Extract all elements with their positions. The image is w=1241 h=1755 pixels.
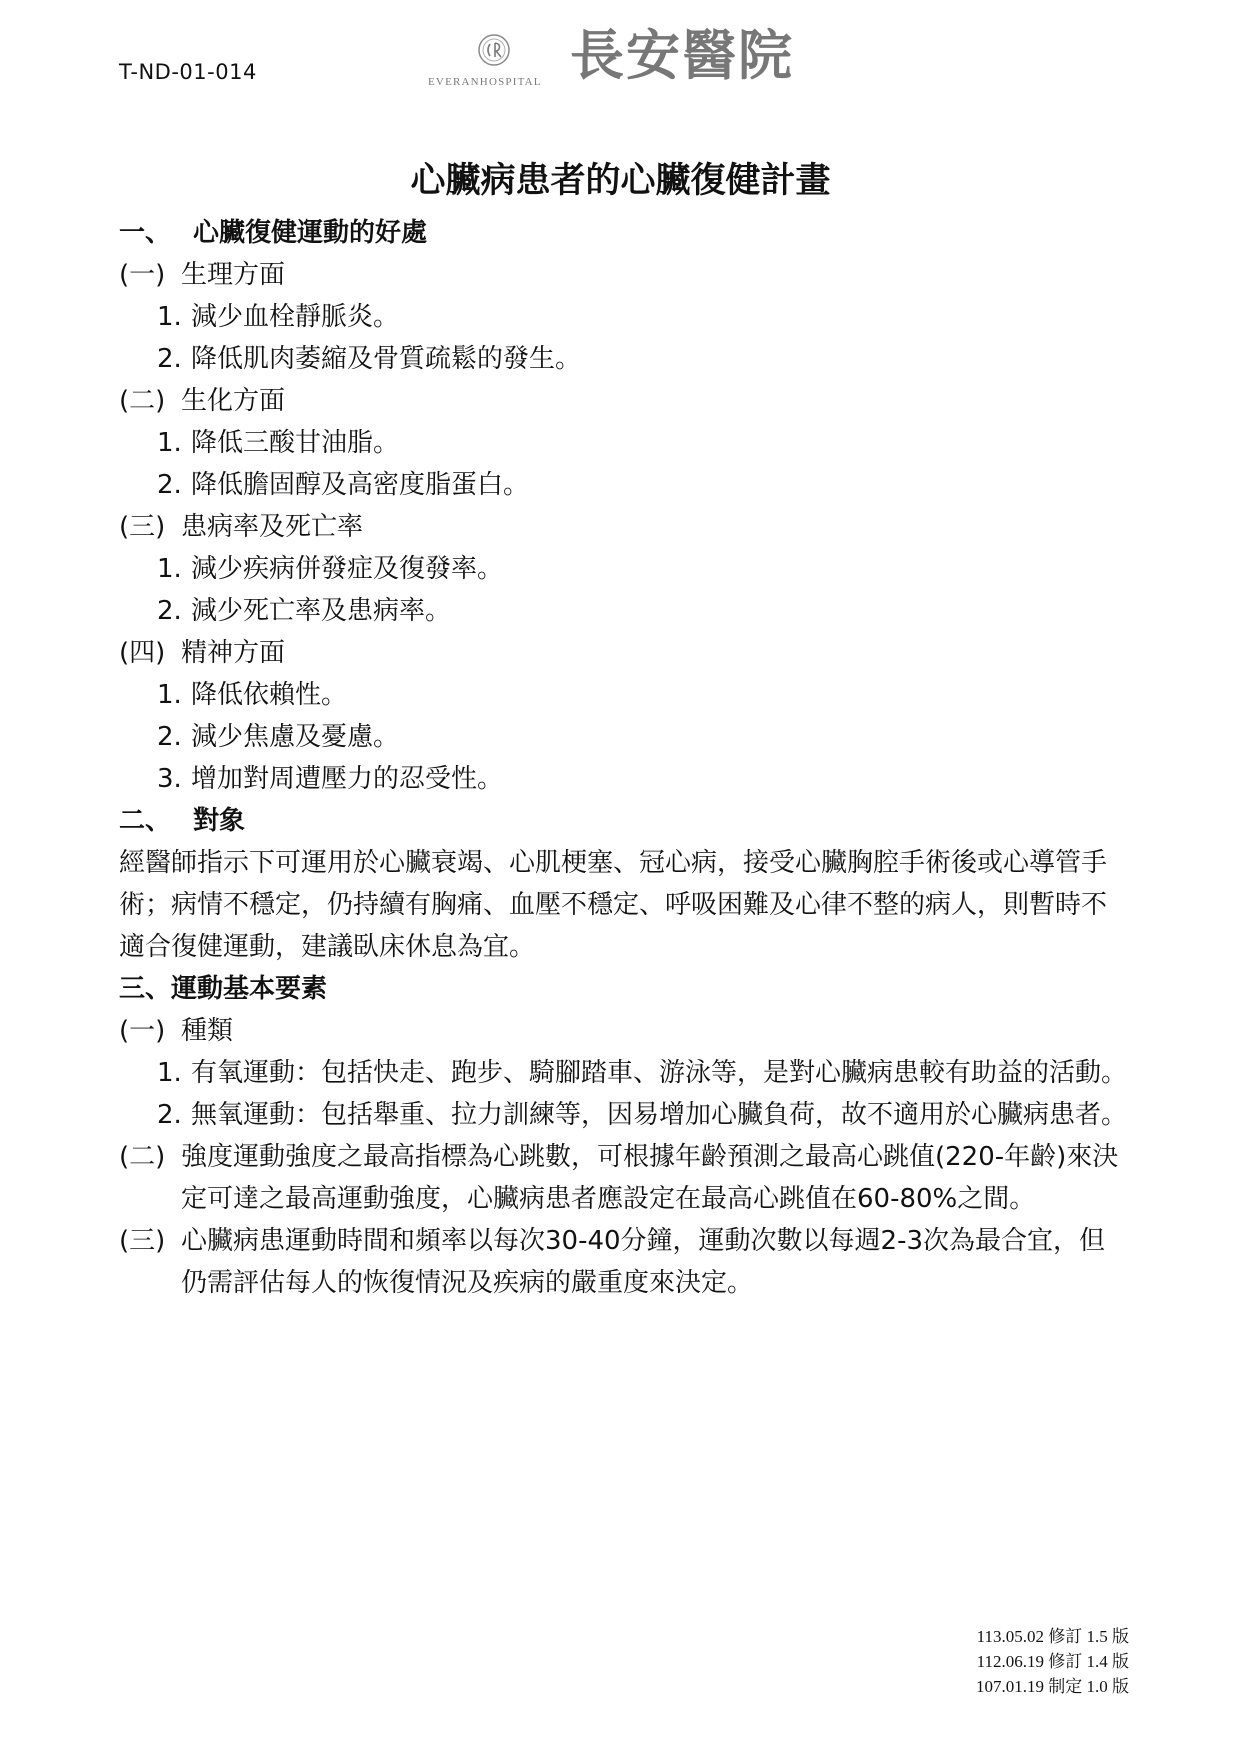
- list-item: [119, 758, 1129, 800]
- subsection-text: 心臟病患運動時間和頻率以每次30-40分鐘，運動次數以每週2-3次為最合宜，但仍需評估每人的恢復情況及疾病的嚴重度來決定。: [181, 1226, 1106, 1298]
- section-title: 運動基本要素: [171, 974, 328, 1004]
- list-item: [119, 464, 1129, 506]
- list-item-marker: 1.: [157, 680, 182, 710]
- page-title: 心臟病患者的心臟復健計畫: [410, 161, 831, 201]
- list-item-text: 無氧運動：包括舉重、拉力訓練等，因易增加心臟負荷，故不適用於心臟病患者。: [191, 1100, 1128, 1130]
- subsection-marker: (二): [119, 386, 166, 416]
- hospital-logo: [428, 23, 838, 94]
- list-item: [119, 338, 1129, 380]
- list-item: [119, 422, 1129, 464]
- subsection-heading: [119, 632, 1129, 674]
- list-item-marker: 2.: [157, 722, 182, 752]
- section-number: 三、: [119, 974, 172, 1004]
- subsection-title: 精神方面: [181, 638, 286, 668]
- hospital-emblem-icon: [474, 30, 514, 70]
- section-heading: [119, 212, 1129, 254]
- section-number: 二、: [119, 806, 172, 836]
- subsection-title: 種類: [181, 1016, 234, 1046]
- list-item: [119, 1094, 1129, 1136]
- list-item-text: 有氧運動：包括快走、跑步、騎腳踏車、游泳等，是對心臟病患較有助益的活動。: [191, 1058, 1128, 1088]
- list-item-marker: 2.: [157, 344, 182, 374]
- section-title: 對象: [193, 806, 246, 836]
- subsection-heading: [119, 380, 1129, 422]
- list-item-marker: 1.: [157, 1058, 182, 1088]
- list-item-marker: 3.: [157, 764, 182, 794]
- list-item: [119, 296, 1129, 338]
- list-item-text: 降低依賴性。: [191, 680, 348, 710]
- list-item-marker: 1.: [157, 554, 182, 584]
- list-item-marker: 2.: [157, 1100, 182, 1130]
- subsection-title: 生化方面: [181, 386, 286, 416]
- subsection-paragraph: [119, 1220, 1129, 1304]
- list-item-text: 減少疾病併發症及復發率。: [191, 554, 504, 584]
- section-heading: [119, 800, 1129, 842]
- document-body: [119, 212, 1129, 1304]
- list-item: [119, 548, 1129, 590]
- list-item-marker: 2.: [157, 470, 182, 500]
- subsection-heading: [119, 254, 1129, 296]
- section-title: 心臟復健運動的好處: [193, 218, 428, 248]
- subsection-paragraph: [119, 1136, 1129, 1220]
- list-item-text: 降低三酸甘油脂。: [191, 428, 400, 458]
- list-item-text: 減少血栓靜脈炎。: [191, 302, 400, 332]
- revision-entry: 113.05.02 修訂 1.5 版: [976, 1627, 1129, 1646]
- subsection-marker: (一): [119, 260, 166, 290]
- subsection-title: 患病率及死亡率: [181, 512, 364, 542]
- section-paragraph: 經醫師指示下可運用於心臟衰竭、心肌梗塞、冠心病，接受心臟胸腔手術後或心導管手術；病情不穩定，仍持續有胸痛、血壓不穩定、呼吸困難及心律不整的病人，則暫時不適合復健運動，建議臥床休息為宜。: [119, 848, 1108, 962]
- revision-entry: 112.06.19 修訂 1.4 版: [976, 1652, 1129, 1671]
- document-code: T-ND-01-014: [119, 60, 257, 84]
- subsection-heading: [119, 506, 1129, 548]
- subsection-marker: (一): [119, 1016, 166, 1046]
- revision-entry: 107.01.19 制定 1.0 版: [976, 1677, 1129, 1696]
- list-item: [119, 674, 1129, 716]
- list-item: [119, 716, 1129, 758]
- list-item-marker: 2.: [157, 596, 182, 626]
- list-item-marker: 1.: [157, 302, 182, 332]
- hospital-name-en: EVERANHOSPITAL: [428, 76, 542, 88]
- revision-history: [976, 1624, 1129, 1699]
- subsection-marker: (三): [119, 512, 166, 542]
- subsection-title: 生理方面: [181, 260, 286, 290]
- section-number: 一、: [119, 218, 172, 248]
- subsection-heading: [119, 1010, 1129, 1052]
- subsection-marker: (二): [119, 1142, 166, 1172]
- list-item-text: 減少焦慮及憂慮。: [191, 722, 400, 752]
- list-item-text: 降低肌肉萎縮及骨質疏鬆的發生。: [191, 344, 582, 374]
- subsection-marker: (四): [119, 638, 166, 668]
- list-item-marker: 1.: [157, 428, 182, 458]
- list-item-text: 減少死亡率及患病率。: [191, 596, 452, 626]
- list-item-text: 增加對周遭壓力的忍受性。: [191, 764, 504, 794]
- list-item: [119, 590, 1129, 632]
- list-item: [119, 1052, 1129, 1094]
- hospital-name-zh: 長安醫院: [570, 23, 794, 87]
- list-item-text: 降低膽固醇及高密度脂蛋白。: [191, 470, 530, 500]
- section-heading: [119, 968, 1129, 1010]
- subsection-marker: (三): [119, 1226, 166, 1256]
- subsection-text: 強度運動強度之最高指標為心跳數，可根據年齡預測之最高心跳值(220-年齡)來決定可達之最高運動強度，心臟病患者應設定在最高心跳值在60-80%之間。: [181, 1142, 1119, 1214]
